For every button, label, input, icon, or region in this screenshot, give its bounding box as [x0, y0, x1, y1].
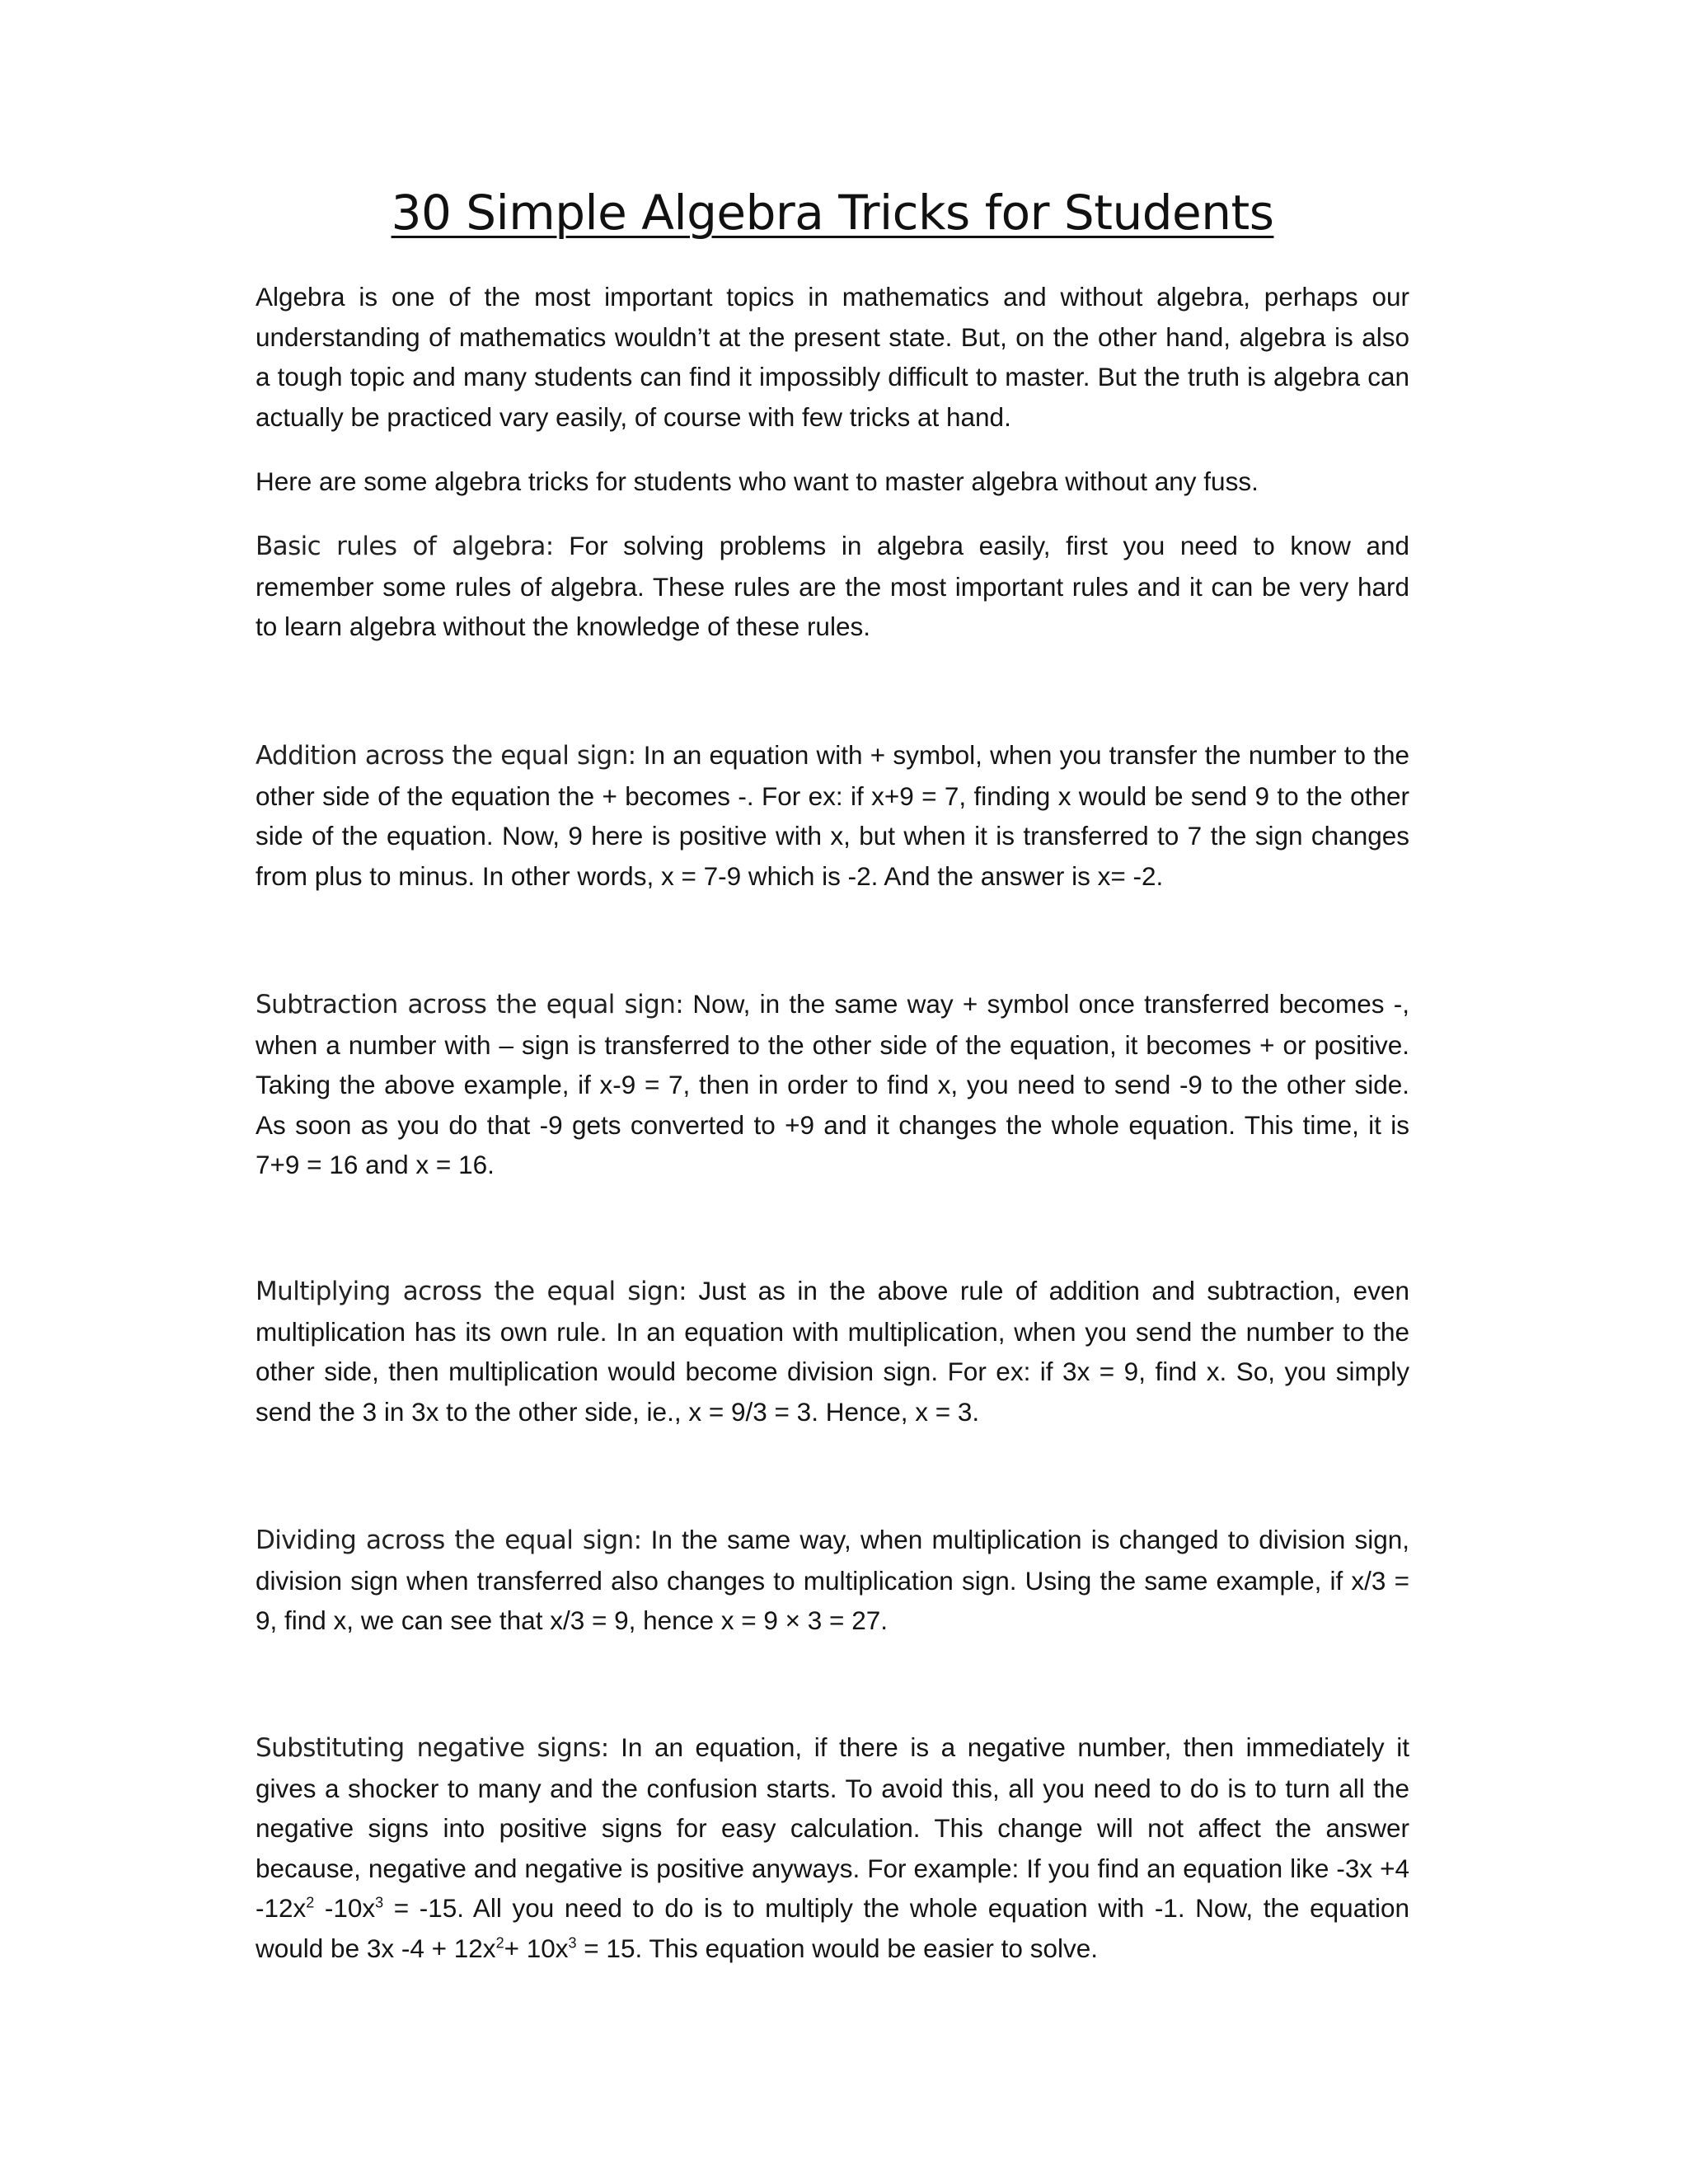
section-multiplying — [256, 1271, 1409, 1432]
section-heading: Dividing across the equal sign: — [256, 1526, 642, 1555]
section-body-part: In an equation, if there is a negative number, then immediately it gives a shocker to many and the confusion starts. To avoid this, all you need to do is to turn all the negative signs into positive signs for easy calculation. This change will not affect the answer because, negative and negative is positive anyways. For example: If you find an equation like -3x +4 -12x — [256, 1732, 1409, 1923]
section-body: Just as in the above rule of addition and subtraction, even multiplication has its own rule. In an equation with multiplication, when you send the number to the other side, then multiplication would become division sign. For ex: if 3x = 9, find x. So, you simply send the 3 in 3x to the other side, ie., x = 9/3 = 3. Hence, x = 3. — [256, 1276, 1409, 1427]
exponent: 2 — [306, 1894, 315, 1911]
section-addition — [256, 735, 1409, 896]
section-heading: Substituting negative signs: — [256, 1733, 609, 1763]
section-heading: Multiplying across the equal sign: — [256, 1277, 687, 1306]
exponent: 3 — [375, 1894, 384, 1911]
exponent: 3 — [568, 1934, 577, 1951]
tricks-intro-paragraph: Here are some algebra tricks for students who want to master algebra without any fuss. — [256, 466, 1259, 496]
exponent: 2 — [495, 1934, 504, 1951]
section-body: In an equation with + symbol, when you transfer the number to the other side of the equation the + becomes -. For ex: if x+9 = 7, finding x would be send 9 to the other side of the equation. Now, 9 here is positive with x, but when it is transferred to 7 the sign changes from plus to minus. In other words, x = 7-9 which is -2. And the answer is x= -2. — [256, 740, 1410, 891]
section-heading: Addition across the equal sign: — [256, 741, 636, 771]
section-body-part: + 10x — [504, 1933, 569, 1963]
section-body-part: = -15. All you need to do is to multiply the whole equation with -1. Now, the equation would be 3x -4 + 12x — [256, 1893, 1410, 1963]
section-subtraction — [256, 984, 1409, 1185]
document-title: 30 Simple Algebra Tricks for Students — [391, 185, 1274, 241]
section-heading: Basic rules of algebra: — [256, 532, 554, 561]
section-body: Now, in the same way + symbol once transferred becomes -, when a number with – sign is transferred to the other side of the equation, it becomes + or positive. Taking the above example, if x-9 = 7, then in order to find x, you need to send -9 to the other side. As soon as you do that -9 gets converted to +9 and it changes the whole equation. This time, it is 7+9 = 16 and x = 16. — [256, 989, 1409, 1179]
section-body: In the same way, when multiplication is changed to division sign, division sign when transferred also changes to multiplication sign. Using the same example, if x/3 = 9, find x, we can see that x/3 = 9, hence x = 9 × 3 = 27. — [256, 1525, 1409, 1635]
intro-paragraph: Algebra is one of the most important topics in mathematics and without algebra, perhaps our understanding of mathematics wouldn’t at the present state. But, on the other hand, algebra is also a tough topic and many students can find it impossibly difficult to master. But the truth is algebra can actually be practiced vary easily, of course with few tricks at hand. — [256, 282, 1409, 432]
section-body-part: = 15. This equation would be easier to solve. — [576, 1933, 1098, 1963]
section-basic-rules — [256, 526, 1409, 647]
section-body-part: -10x — [314, 1893, 376, 1923]
section-dividing — [256, 1520, 1409, 1641]
section-heading: Subtraction across the equal sign: — [256, 990, 684, 1019]
section-body: For solving problems in algebra easily, first you need to know and remember some rules of algebra. These rules are the most important rules and it can be very hard to learn algebra without the knowledge of these rules. — [256, 531, 1409, 641]
section-substituting-negative — [256, 1727, 1409, 1968]
